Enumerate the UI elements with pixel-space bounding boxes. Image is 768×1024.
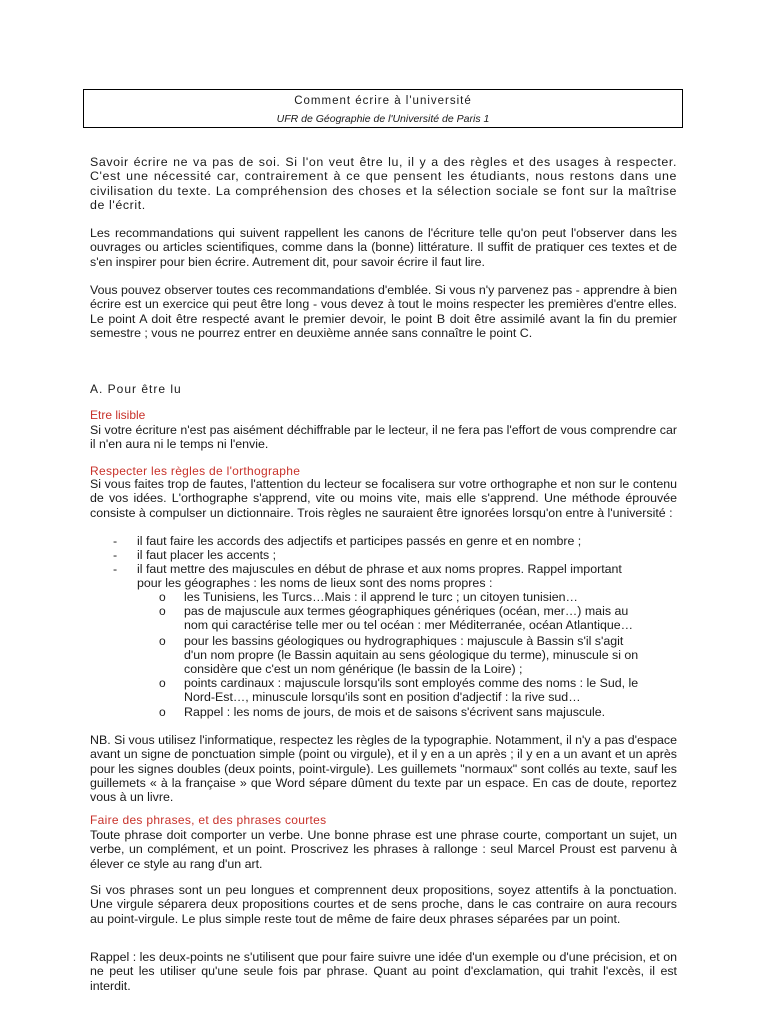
dash-item: il faut placer les accents ; [137,548,277,562]
circle-bullet-icon: o [159,590,166,604]
dash-item: il faut faire les accords des adjectifs et participes passés en genre et en nombre ; [137,534,582,548]
heading-etre-lisible: Etre lisible [90,408,146,422]
intro-paragraph-3: Vous pouvez observer toutes ces recommandations d'emblée. Si vous n'y parvenez pas - apprendre à bien écrire est un exercice qui peut être long - vous devez à tout le moins respecter les premières d'entre elles. Le point A doit être respecté avant le premier devoir, le point B doit être assimilé avant la fin du premier semestre ; vous ne pourrez entrer en deuxième année sans connaître le point C. [90,283,677,340]
circle-bullet-icon: o [159,705,166,719]
dash-bullet: - [113,548,118,562]
bullet-item: pas de majuscule aux termes géographiques génériques (océan, mer…) mais au [184,604,629,618]
typography-note: NB. Si vous utilisez l'informatique, respectez les règles de la typographie. Notamment, il n'y a pas d'espace avant un signe de ponctuation simple (point ou virgule), et il y en a un après ; il y en a un avant et un après pour les signes doubles (deux points, point-virgule). Les guillemets "normaux" sont collés au texte, sauf les guillemets « à la française » que Word sépare dûment du texte par un espace. En cas de doute, reportez vous à un livre. [90,733,677,805]
dash-bullet: - [113,534,118,548]
heading-phrases: Faire des phrases, et des phrases courtes [90,813,327,827]
dash-item-continued: pour les géographes : les noms de lieux sont des noms propres : [137,576,493,590]
bullet-item: points cardinaux : majuscule lorsqu'ils sont employés comme des noms : le Sud, le [184,676,639,690]
dash-item: il faut mettre des majuscules en début de phrase et aux noms propres. Rappel important [137,562,622,576]
bullet-item-continued: nom qui caractérise telle mer ou tel océan : mer Méditerranée, océan Atlantique… [184,618,634,632]
circle-bullet-icon: o [159,604,166,618]
circle-bullet-icon: o [159,676,166,690]
bullet-item-continued: considère que c'est un nom générique (le bassin de la Loire) ; [184,662,523,676]
intro-paragraph-1: Savoir écrire ne va pas de soi. Si l'on veut être lu, il y a des règles et des usages à respecter. C'est une nécessité car, contrairement à ce que pensent les étudiants, nous restons dans une civilisation du texte. La compréhension des choses et la sélection sociale se font sur la maîtrise de l'écrit. [90,155,677,212]
dash-bullet: - [113,562,118,576]
phrases-paragraph-2: Si vos phrases sont un peu longues et comprennent deux propositions, soyez attentifs à la ponctuation. Une virgule séparera deux propositions courtes et de sens proche, dans le cas contraire on aura recours au point-virgule. Le plus simple reste tout de même de faire deux phrases séparées par un point. [90,883,677,926]
bullet-item-continued: d'un nom propre (le Bassin aquitain au sens géologique du terme), minuscule si on [184,648,639,662]
intro-paragraph-2: Les recommandations qui suivent rappellent les canons de l'écriture telle qu'on peut l'observer dans les ouvrages ou articles scientifiques, comme dans la (bonne) littérature. Il suffit de pratiquer ces textes et de s'en inspirer pour bien écrire. Autrement dit, pour savoir écrire il faut lire. [90,226,677,269]
phrases-paragraph-1: Toute phrase doit comporter un verbe. Une bonne phrase est une phrase courte, comportant un sujet, un verbe, un complément, et un point. Proscrivez les phrases à rallonge : seul Marcel Proust est parvenu à élever ce style au rang d'un art. [90,828,677,871]
lisible-paragraph: Si votre écriture n'est pas aisément déchiffrable par le lecteur, il ne fera pas l'effort de vous comprendre car il n'en aura ni le temps ni l'envie. [90,423,677,452]
bullet-item: Rappel : les noms de jours, de mois et de saisons s'écrivent sans majuscule. [184,705,606,719]
bullet-item: les Tunisiens, les Turcs…Mais : il apprend le turc ; un citoyen tunisien… [184,590,578,604]
bullet-item-continued: Nord-Est…, minuscule lorsqu'ils sont en position d'adjectif : la rive sud… [184,690,581,704]
orthographe-paragraph: Si vous faites trop de fautes, l'attention du lecteur se focalisera sur votre orthographe et non sur le contenu de vos idées. L'orthographe s'apprend, vite ou moins vite, mais elle s'apprend. Une méthode éprouvée consiste à compulser un dictionnaire. Trois règles ne sauraient être ignorées lorsqu'on entre à l'université : [90,477,677,520]
phrases-paragraph-3: Rappel : les deux-points ne s'utilisent que pour faire suivre une idée d'un exemple ou d'une précision, et on ne peut les utiliser qu'une seule fois par phrase. Quant au point d'exclamation, qui trahit l'excès, il est interdit. [90,950,677,993]
bullet-item: pour les bassins géologiques ou hydrographiques : majuscule à Bassin s'il s'agit [184,634,624,648]
heading-orthographe: Respecter les règles de l'orthographe [90,464,301,478]
document-title: Comment écrire à l'université [294,95,472,107]
circle-bullet-icon: o [159,634,166,648]
title-box [83,89,683,128]
section-a-title: A. Pour être lu [90,382,182,396]
document-subtitle: UFR de Géographie de l'Université de Paris 1 [276,113,490,125]
